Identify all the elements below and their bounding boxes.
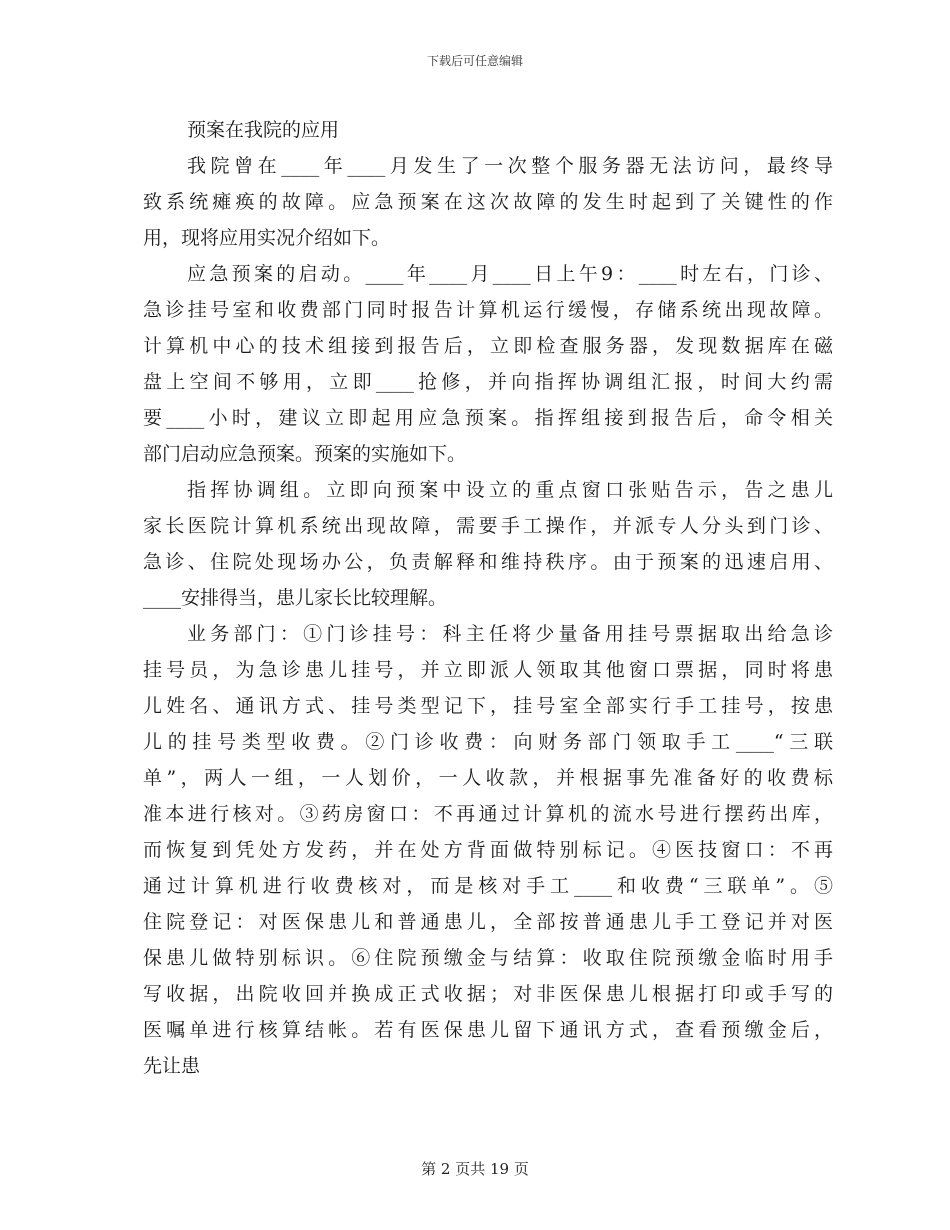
text-line: 儿姓名、通讯方式、挂号类型记下，挂号室全部实行手工挂号，按患 (143, 695, 833, 717)
text-line: 盘上空间不够用，立即____抢修，并向指挥协调组汇报，时间大约需 (143, 371, 833, 393)
page-footer: 第 2 页共 19 页 (421, 1160, 529, 1178)
text-line: 业务部门：①门诊挂号：科主任将少量备用挂号票据取出给急诊 (187, 623, 833, 645)
text-line: 医嘱单进行核算结帐。若有医保患儿留下通讯方式，查看预缴金后， (143, 1019, 833, 1041)
text-line: 我院曾在____年____月发生了一次整个服务器无法访问，最终导 (187, 155, 833, 177)
text-line: 先让患 (143, 1055, 201, 1077)
text-line: 儿的挂号类型收费。②门诊收费：向财务部门领取手工____“三联 (143, 731, 833, 753)
page-header: 下载后可任意编辑 (426, 54, 523, 68)
document-body (143, 112, 833, 1084)
text-line: 单”，两人一组，一人划价，一人收款，并根据事先准备好的收费标 (143, 767, 833, 789)
text-line: 致系统瘫痪的故障。应急预案在这次故障的发生时起到了关键性的作 (143, 191, 833, 213)
text-line: 急诊、住院处现场办公，负责解释和维持秩序。由于预案的迅速启用、 (143, 551, 833, 573)
text-line: 要____小时，建议立即起用应急预案。指挥组接到报告后，命令相关 (143, 407, 833, 429)
text-line: ____安排得当，患儿家长比较理解。 (143, 587, 448, 609)
text-line: 用，现将应用实况介绍如下。 (143, 227, 391, 249)
section-heading: 预案在我院的应用 (187, 119, 340, 141)
text-line: 急诊挂号室和收费部门同时报告计算机运行缓慢，存储系统出现故障。 (143, 299, 833, 321)
text-line: 写收据，出院收回并换成正式收据；对非医保患儿根据打印或手写的 (143, 983, 833, 1005)
text-line: 部门启动应急预案。预案的实施如下。 (143, 443, 467, 465)
text-line: 保患儿做特别标识。⑥住院预缴金与结算：收取住院预缴金临时用手 (143, 947, 833, 969)
text-line: 计算机中心的技术组接到报告后，立即检查服务器，发现数据库在磁 (143, 335, 833, 357)
text-line: 指挥协调组。立即向预案中设立的重点窗口张贴告示，告之患儿 (187, 479, 833, 501)
text-line: 应急预案的启动。____年____月____日上午9：____时左右，门诊、 (187, 263, 833, 285)
text-line: 通过计算机进行收费核对，而是核对手工____和收费“三联单”。⑤ (143, 875, 833, 897)
text-line: 准本进行核对。③药房窗口：不再通过计算机的流水号进行摆药出库， (143, 803, 833, 825)
text-line: 住院登记：对医保患儿和普通患儿，全部按普通患儿手工登记并对医 (143, 911, 833, 933)
text-line: 而恢复到凭处方发药，并在处方背面做特别标记。④医技窗口：不再 (143, 839, 833, 861)
text-line: 家长医院计算机系统出现故障，需要手工操作，并派专人分头到门诊、 (143, 515, 833, 537)
text-line: 挂号员，为急诊患儿挂号，并立即派人领取其他窗口票据，同时将患 (143, 659, 833, 681)
